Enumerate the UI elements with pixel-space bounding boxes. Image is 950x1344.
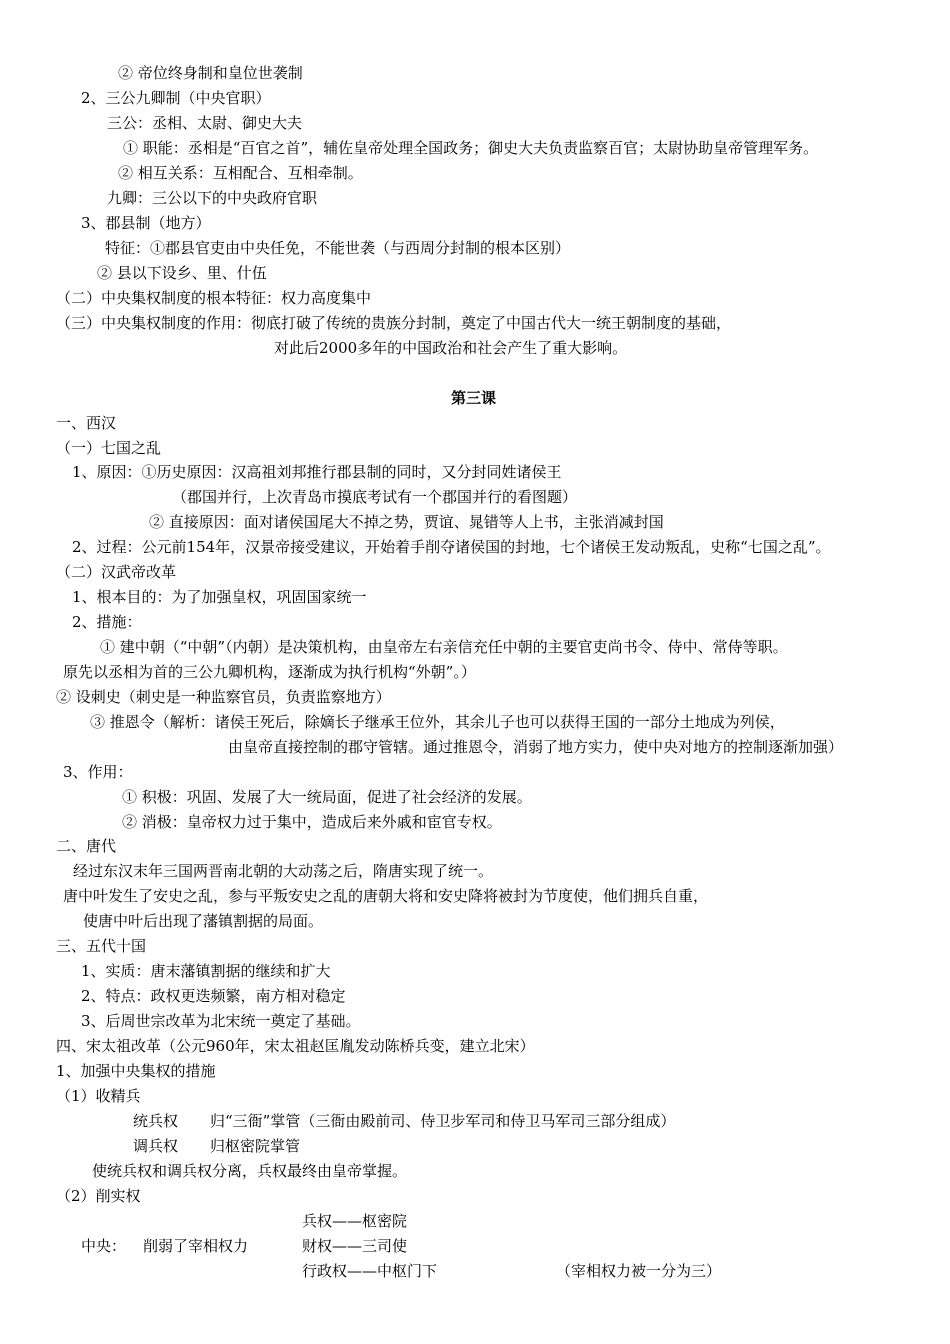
line: ① 职能：丞相是“百官之首”，辅佐皇帝处理全国政务；御史大夫负责监察百官；太尉协助皇帝管理军务。 xyxy=(123,139,819,157)
line: 归枢密院掌管 xyxy=(210,1137,301,1155)
line: 2、过程：公元前154年，汉景帝接受建议，开始着手削夺诸侯国的封地，七个诸侯王发动叛乱，史称“七国之乱”。 xyxy=(72,538,831,556)
line: ② 设刺史（刺史是一种监察官员，负责监察地方） xyxy=(56,688,391,706)
line: 财权——三司使 xyxy=(302,1237,408,1255)
line: ② 直接原因：面对诸侯国尾大不掉之势，贾谊、晁错等人上书，主张消减封国 xyxy=(149,513,664,531)
line: 唐中叶发生了安史之乱，参与平叛安史之乱的唐朝大将和安史降将被封为节度使，他们拥兵自重， xyxy=(63,887,709,905)
line: 2、三公九卿制（中央官职） xyxy=(81,89,271,107)
line: 三公：丞相、太尉、御史大夫 xyxy=(107,114,303,132)
line: 2、特点：政权更迭频繁，南方相对稳定 xyxy=(81,987,346,1005)
line: ② 帝位终身制和皇位世袭制 xyxy=(118,64,303,82)
line: （郡国并行，上次青岛市摸底考试有一个郡国并行的看图题） xyxy=(172,488,578,506)
line: ① 积极：巩固、发展了大一统局面，促进了社会经济的发展。 xyxy=(122,788,532,806)
line: ③ 推恩令（解析：诸侯王死后，除嫡长子继承王位外，其余儿子也可以获得王国的一部分土地成为列侯， xyxy=(90,713,785,731)
section-heading: 四、宋太祖改革（公元960年，宋太祖赵匡胤发动陈桥兵变，建立北宋） xyxy=(56,1037,535,1055)
line: 统兵权 xyxy=(133,1112,179,1130)
line: （二）中央集权制度的根本特征：权力高度集中 xyxy=(56,289,372,307)
section-heading: 三、五代十国 xyxy=(56,937,147,955)
line: 1、加强中央集权的措施 xyxy=(56,1062,216,1080)
line: ② 县以下设乡、里、什伍 xyxy=(97,264,267,282)
line: （宰相权力被一分为三） xyxy=(556,1262,722,1280)
line: （二）汉武帝改革 xyxy=(56,563,177,581)
line: ② 消极：皇帝权力过于集中，造成后来外戚和宦官专权。 xyxy=(122,813,502,831)
line: （一）七国之乱 xyxy=(56,439,162,457)
line: （1）收精兵 xyxy=(56,1087,141,1105)
line: 使唐中叶后出现了藩镇割据的局面。 xyxy=(83,912,324,930)
line: 由皇帝直接控制的郡守管辖。通过推恩令，消弱了地方实力，使中央对地方的控制逐渐加强） xyxy=(228,738,844,756)
section-heading: 一、西汉 xyxy=(56,414,117,432)
line: 中央： xyxy=(81,1237,127,1255)
line: 行政权——中枢门下 xyxy=(302,1262,438,1280)
line: 1、原因：①历史原因：汉高祖刘邦推行郡县制的同时，又分封同姓诸侯王 xyxy=(72,463,562,481)
line: 削弱了宰相权力 xyxy=(143,1237,249,1255)
line: 2、措施： xyxy=(72,613,142,631)
line: 对此后2000多年的中国政治和社会产生了重大影响。 xyxy=(274,339,628,357)
line: 兵权——枢密院 xyxy=(302,1212,408,1230)
line: 九卿：三公以下的中央政府官职 xyxy=(107,189,318,207)
line: 3、后周世宗改革为北宋统一奠定了基础。 xyxy=(81,1012,361,1030)
line: 特征：①郡县官吏由中央任免，不能世袭（与西周分封制的根本区别） xyxy=(105,239,571,257)
line: 调兵权 xyxy=(133,1137,179,1155)
line: 3、作用： xyxy=(63,763,133,781)
line: （2）削实权 xyxy=(56,1187,141,1205)
line: （三）中央集权制度的作用：彻底打破了传统的贵族分封制，奠定了中国古代大一统王朝制度的基础， xyxy=(56,314,732,332)
line: 使统兵权和调兵权分离，兵权最终由皇帝掌握。 xyxy=(92,1162,408,1180)
line: 1、实质：唐末藩镇割据的继续和扩大 xyxy=(81,962,331,980)
line: 归“三衙”掌管（三衙由殿前司、侍卫步军司和侍卫马军司三部分组成） xyxy=(210,1112,676,1130)
line: ① 建中朝（“中朝”（内朝）是决策机构，由皇帝左右亲信充任中朝的主要官吏尚书令、侍中、常侍等职。 xyxy=(100,638,788,656)
line: 经过东汉末年三国两晋南北朝的大动荡之后，隋唐实现了统一。 xyxy=(73,862,494,880)
lesson-title: 第三课 xyxy=(451,389,497,407)
line: ② 相互关系：互相配合、互相牵制。 xyxy=(118,164,363,182)
line: 3、郡县制（地方） xyxy=(81,214,211,232)
line: 原先以丞相为首的三公九卿机构，逐渐成为执行机构“外朝”。） xyxy=(63,663,476,681)
line: 1、根本目的：为了加强皇权，巩固国家统一 xyxy=(72,588,367,606)
section-heading: 二、唐代 xyxy=(56,837,117,855)
